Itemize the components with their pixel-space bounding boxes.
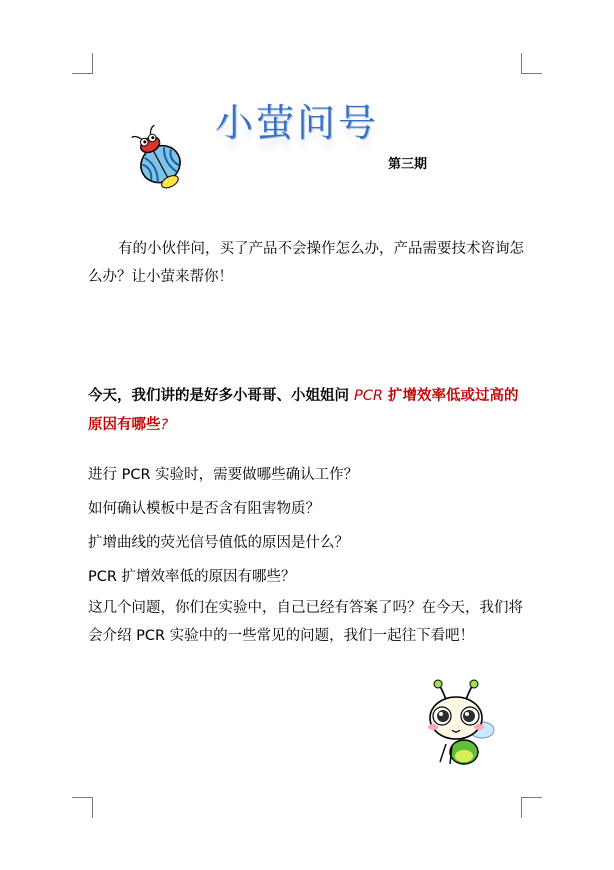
headline-prefix: 今天，我们讲的是好多小哥哥、小姐姐问 [88,388,355,404]
crop-mark-bottom-right [521,797,542,818]
firefly-mascot-icon [416,678,500,770]
headline [88,382,530,440]
firefly-beetle-icon [124,124,194,190]
question-item: 进行 PCR 实验时，需要做哪些确认工作？ [88,467,359,483]
crop-mark-top-right [521,53,542,74]
question-item: 扩增曲线的荧光信号值低的原因是什么？ [88,535,349,551]
closing-paragraph: 这几个问题，你们在实验中，自己已经有答案了吗？在今天，我们将会介绍 PCR 实验中的一些常见的问题，我们一起往下看吧！ [88,600,523,644]
headline-question-mark: ? [160,417,169,433]
headline-topic: 扩增效率低或过高的原因有哪些 [88,388,519,433]
document-title: 小萤问号 [215,101,380,145]
question-item: PCR 扩增效率低的原因有哪些？ [88,569,296,585]
intro-paragraph: 有的小伙伴问，买了产品不会操作怎么办，产品需要技术咨询怎么办？让小萤来帮你！ [88,241,524,285]
crop-mark-top-left [72,53,93,74]
crop-mark-bottom-left [72,797,93,818]
headline-pcr: PCR [354,388,383,404]
issue-number: 第三期 [388,157,428,172]
question-item: 如何确认模板中是否含有阻害物质？ [88,501,320,517]
